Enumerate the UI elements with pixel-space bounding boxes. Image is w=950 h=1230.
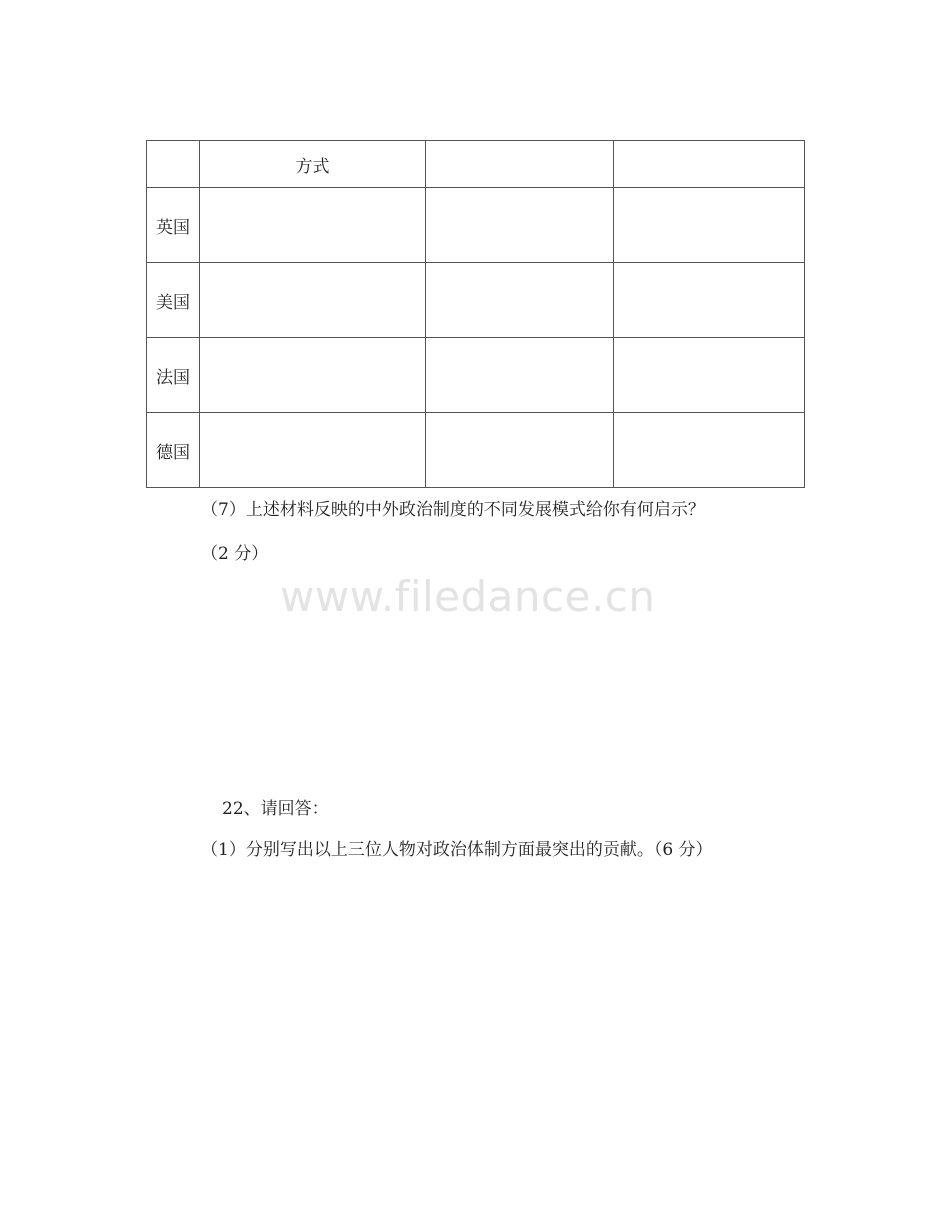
watermark: www.filedance.cn — [280, 572, 656, 621]
country-label: 英国 — [147, 188, 200, 263]
header-cell — [614, 141, 805, 188]
answer-cell — [200, 413, 426, 488]
table-row — [147, 188, 805, 263]
question-7-points: （2 分） — [201, 544, 269, 564]
table-row — [147, 413, 805, 488]
country-label: 美国 — [147, 263, 200, 338]
comparison-table — [146, 140, 805, 488]
answer-cell — [614, 263, 805, 338]
table-row — [147, 263, 805, 338]
answer-cell — [200, 188, 426, 263]
answer-cell — [614, 413, 805, 488]
answer-cell — [200, 263, 426, 338]
question-22-part-1: （1）分别写出以上三位人物对政治体制方面最突出的贡献。（6 分） — [201, 840, 713, 860]
answer-cell — [426, 188, 614, 263]
answer-cell — [614, 188, 805, 263]
header-cell-method: 方式 — [200, 141, 426, 188]
table-header-row — [147, 141, 805, 188]
table-row — [147, 338, 805, 413]
question-22-title: 22、请回答： — [222, 799, 329, 819]
answer-cell — [426, 413, 614, 488]
answer-cell — [614, 338, 805, 413]
header-cell — [426, 141, 614, 188]
question-7-text: （7）上述材料反映的中外政治制度的不同发展模式给你有何启示？ — [201, 500, 705, 520]
answer-cell — [426, 263, 614, 338]
answer-cell — [200, 338, 426, 413]
country-label: 法国 — [147, 338, 200, 413]
header-cell — [147, 141, 200, 188]
answer-cell — [426, 338, 614, 413]
country-label: 德国 — [147, 413, 200, 488]
